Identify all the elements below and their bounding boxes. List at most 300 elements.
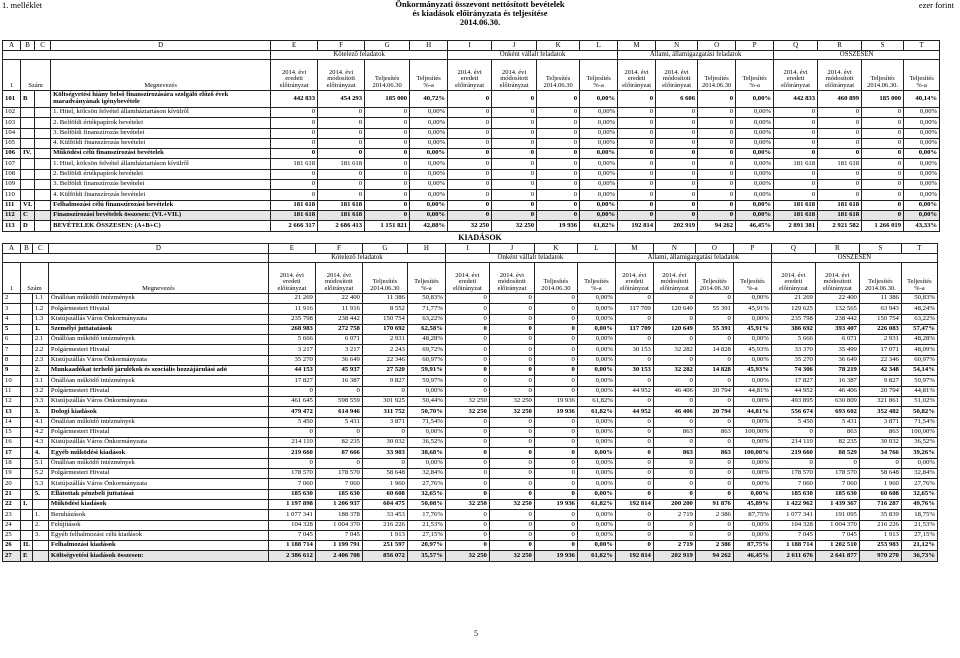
row-value: 0: [653, 520, 695, 530]
row-value: 863: [695, 427, 733, 437]
row-value: 0,00%: [736, 108, 774, 118]
row-value: 57,47%: [901, 324, 937, 334]
row-value: 0,00%: [577, 345, 615, 355]
row-value: 0: [271, 180, 318, 190]
row-value: 0: [489, 479, 534, 489]
row-subcode: 5.1: [32, 458, 48, 468]
row-value: 0: [489, 366, 534, 376]
row-subcode: 4.2: [32, 427, 48, 437]
row-value: 46,45%: [736, 221, 774, 231]
row-value: 0: [656, 118, 698, 128]
row-value: 0: [618, 159, 656, 169]
row-name: Önállóan működő intézmények: [48, 458, 268, 468]
row-value: 0: [271, 128, 318, 138]
row-value: 1 206 937: [315, 499, 362, 509]
row-value: 614 946: [315, 407, 362, 417]
row-value: 16 387: [315, 376, 362, 386]
row-value: 0: [615, 520, 653, 530]
row-number: 11: [3, 386, 21, 396]
row-value: 36 649: [315, 355, 362, 365]
row-value: 11 916: [268, 304, 315, 314]
expense-row: [3, 376, 938, 386]
row-value: 0: [534, 386, 577, 396]
expense-row: [3, 479, 938, 489]
row-value: 0,00%: [577, 366, 615, 376]
row-value: 62,58%: [407, 324, 445, 334]
row-value: 1 151 821: [365, 221, 410, 231]
row-value: 7 045: [815, 530, 859, 540]
row-value: 0,00%: [577, 355, 615, 365]
row-value: 100,00%: [733, 448, 771, 458]
row-value: 0: [862, 180, 904, 190]
row-value: 1 004 370: [315, 520, 362, 530]
row-code: [21, 128, 35, 138]
row-value: 0,00%: [736, 159, 774, 169]
row-value: 0: [615, 355, 653, 365]
row-value: 0: [492, 91, 537, 108]
row-value: 0: [618, 118, 656, 128]
row-value: 55 391: [695, 324, 733, 334]
column-header: 2014. évi módosított előirányzat: [653, 263, 695, 294]
row-value: 0,00%: [733, 417, 771, 427]
row-name: 4. Külföldi finanszírozás bevételei: [51, 190, 271, 200]
row-value: 78 219: [815, 366, 859, 376]
row-value: 192 814: [615, 551, 653, 561]
row-value: 0: [489, 324, 534, 334]
row-value: 0: [656, 200, 698, 210]
row-value: 181 618: [271, 210, 318, 220]
row-value: 27,15%: [407, 530, 445, 540]
row-value: 0: [448, 118, 492, 128]
row-value: 0: [537, 128, 580, 138]
row-value: 0: [695, 520, 733, 530]
row-value: 253 983: [859, 541, 901, 551]
column-header: 2014. évi eredeti előirányzat: [445, 263, 489, 294]
row-value: 9 827: [859, 376, 901, 386]
row-value: 2 719: [653, 541, 695, 551]
row-value: 150 754: [362, 314, 407, 324]
column-letter: E: [268, 244, 315, 254]
row-number: 108: [3, 169, 21, 179]
row-subcode: 1.1: [32, 294, 48, 304]
row-value: 0: [448, 169, 492, 179]
column-header-rownum: 1: [3, 60, 21, 91]
row-value: 60 608: [859, 489, 901, 499]
row-value: 2 666 317: [271, 221, 318, 231]
row-value: 33 903: [362, 448, 407, 458]
column-letter: D: [51, 41, 271, 51]
row-value: 50,83%: [407, 294, 445, 304]
row-value: 0,00%: [733, 520, 771, 530]
row-value: 36 649: [815, 355, 859, 365]
row-value: 0: [537, 149, 580, 159]
row-value: 598 559: [315, 396, 362, 406]
column-letter: N: [656, 41, 698, 51]
income-row: [3, 221, 940, 231]
row-value: 216 226: [362, 520, 407, 530]
row-value: 1 913: [859, 530, 901, 540]
row-code: [21, 345, 33, 355]
row-value: 17,76%: [407, 510, 445, 520]
row-value: 226 083: [859, 324, 901, 334]
row-value: 0,00%: [733, 530, 771, 540]
row-value: 0: [534, 479, 577, 489]
column-header: Teljesítés %-a: [733, 263, 771, 294]
row-value: 30 153: [615, 345, 653, 355]
column-header: 2014. évi eredeti előirányzat: [618, 60, 656, 91]
row-subcode: 5.: [32, 489, 48, 499]
row-value: 0: [448, 190, 492, 200]
row-value: 0: [618, 180, 656, 190]
column-group-row: [3, 51, 940, 60]
row-value: 32,84%: [407, 469, 445, 479]
row-value: 6 606: [656, 91, 698, 108]
column-letter: J: [492, 41, 537, 51]
row-value: 0: [489, 530, 534, 540]
column-letter: K: [537, 41, 580, 51]
row-value: 0,00%: [736, 138, 774, 148]
row-code: [21, 294, 33, 304]
row-value: 104 328: [268, 520, 315, 530]
row-code: [21, 190, 35, 200]
expense-row: [3, 294, 938, 304]
row-value: 36,52%: [901, 438, 937, 448]
row-value: 58 648: [859, 469, 901, 479]
row-name: Személyi juttatatások: [48, 324, 268, 334]
row-subcode: 3.2: [32, 386, 48, 396]
row-value: 5 666: [268, 335, 315, 345]
row-value: 0,00%: [577, 304, 615, 314]
row-value: 0: [445, 510, 489, 520]
row-value: 185 630: [315, 489, 362, 499]
row-value: 251 597: [362, 541, 407, 551]
row-value: 0: [656, 169, 698, 179]
row-value: 87,75%: [733, 541, 771, 551]
row-value: 1 077 341: [268, 510, 315, 520]
row-value: 82 235: [315, 438, 362, 448]
row-value: 1 913: [362, 530, 407, 540]
row-value: 0: [615, 479, 653, 489]
row-code: [21, 469, 33, 479]
row-value: 0: [445, 469, 489, 479]
row-value: 0: [315, 458, 362, 468]
row-value: 0: [489, 458, 534, 468]
row-name: Kistújszállás Város Önkormányzata: [48, 396, 268, 406]
row-value: 0: [653, 314, 695, 324]
row-value: 82 235: [815, 438, 859, 448]
row-value: 214 110: [268, 438, 315, 448]
row-subcode: 2.: [32, 366, 48, 376]
row-value: 7 060: [315, 479, 362, 489]
row-value: 0: [537, 138, 580, 148]
row-value: 556 674: [771, 407, 815, 417]
row-value: 48,28%: [901, 335, 937, 345]
row-value: 219 660: [268, 448, 315, 458]
row-value: 0: [318, 128, 365, 138]
row-value: 32 250: [489, 499, 534, 509]
row-value: 0,00%: [577, 510, 615, 520]
row-value: 40,72%: [410, 91, 448, 108]
row-code: [21, 159, 35, 169]
row-value: 30 153: [615, 366, 653, 376]
row-value: 44 153: [268, 366, 315, 376]
expense-row: [3, 324, 938, 334]
column-letter-row: [3, 244, 938, 254]
row-value: 0,00%: [736, 128, 774, 138]
row-value: 178 570: [268, 469, 315, 479]
row-value: 0: [695, 489, 733, 499]
expense-row: [3, 448, 938, 458]
row-value: 5 450: [268, 417, 315, 427]
row-value: 0: [489, 376, 534, 386]
row-value: 0: [365, 159, 410, 169]
row-value: 32 282: [653, 366, 695, 376]
row-value: 0: [653, 294, 695, 304]
row-value: 35 499: [815, 345, 859, 355]
group-allami: Állami, államigazgatási feladatok: [615, 254, 771, 263]
row-subcode: [35, 138, 51, 148]
row-code: [21, 489, 33, 499]
row-value: 0: [534, 427, 577, 437]
row-value: 202 919: [653, 551, 695, 561]
row-value: 1 422 962: [771, 499, 815, 509]
row-value: 0: [489, 314, 534, 324]
row-value: 0: [698, 138, 736, 148]
row-value: 32 250: [492, 221, 537, 231]
row-value: 0: [271, 169, 318, 179]
row-value: 181 618: [271, 159, 318, 169]
row-value: 0,00%: [736, 200, 774, 210]
row-value: 0: [653, 438, 695, 448]
row-value: 0: [271, 149, 318, 159]
row-number: 17: [3, 448, 21, 458]
row-value: 33 453: [362, 510, 407, 520]
row-value: 238 442: [315, 314, 362, 324]
row-value: 0: [362, 458, 407, 468]
row-value: 120 649: [653, 324, 695, 334]
row-number: 111: [3, 200, 21, 210]
row-code: VI.: [21, 200, 35, 210]
row-value: 44 952: [615, 386, 653, 396]
row-value: 0,00%: [901, 458, 937, 468]
row-code: [21, 138, 35, 148]
row-value: 479 472: [268, 407, 315, 417]
row-value: 6 071: [815, 335, 859, 345]
row-value: 19 936: [534, 551, 577, 561]
row-value: 0: [862, 128, 904, 138]
column-letter: M: [618, 41, 656, 51]
row-value: 32 250: [489, 407, 534, 417]
row-code: [21, 304, 33, 314]
row-value: 0: [653, 469, 695, 479]
expense-row: [3, 345, 938, 355]
row-number: 26: [3, 541, 21, 551]
row-value: 61,82%: [577, 407, 615, 417]
row-number: 27: [3, 551, 21, 561]
row-value: 0: [445, 304, 489, 314]
row-number: 23: [3, 510, 21, 520]
row-value: 21 269: [268, 294, 315, 304]
group-onkent: Önként vállalt feladatok: [445, 254, 615, 263]
row-value: 393 407: [815, 324, 859, 334]
row-subcode: 1.: [32, 324, 48, 334]
row-value: 0,00%: [733, 314, 771, 324]
row-value: 0: [492, 210, 537, 220]
row-value: 94 262: [695, 551, 733, 561]
row-value: 48,09%: [901, 345, 937, 355]
row-value: 0,00%: [733, 335, 771, 345]
row-number: 16: [3, 438, 21, 448]
row-value: 0: [537, 190, 580, 200]
row-number: 15: [3, 427, 21, 437]
row-value: 0: [818, 149, 862, 159]
column-letter: F: [315, 244, 362, 254]
row-subcode: 3.: [32, 530, 48, 540]
row-name: Ellátottak pénzbeli juttatásai: [48, 489, 268, 499]
row-value: 0: [862, 118, 904, 128]
row-number: 113: [3, 221, 21, 231]
row-value: 20,97%: [407, 541, 445, 551]
row-value: 14 828: [695, 366, 733, 376]
row-value: 0: [445, 479, 489, 489]
column-header: Teljesítés 2014.06.30: [695, 263, 733, 294]
row-value: 311 752: [362, 407, 407, 417]
row-value: 0: [445, 335, 489, 345]
row-number: 2: [3, 294, 21, 304]
column-header-megnevezes: Megnevezés: [48, 263, 268, 294]
row-value: 2 611 676: [771, 551, 815, 561]
row-value: 202 919: [656, 221, 698, 231]
row-value: 0,00%: [410, 190, 448, 200]
row-name: Önállóan működő intézmények: [48, 417, 268, 427]
row-value: 0: [365, 118, 410, 128]
row-value: 0: [537, 169, 580, 179]
row-value: 1 077 341: [771, 510, 815, 520]
row-name: Felhalmozási célú finanszírozási bevételek: [51, 200, 271, 210]
row-value: 0: [615, 314, 653, 324]
row-value: 0: [365, 128, 410, 138]
row-value: 0: [492, 190, 537, 200]
row-number: 24: [3, 520, 21, 530]
row-value: 0,00%: [904, 118, 940, 128]
row-value: 0: [365, 138, 410, 148]
row-value: 0,00%: [580, 91, 618, 108]
row-number: 18: [3, 458, 21, 468]
column-letter: Q: [774, 41, 818, 51]
row-value: 0: [534, 458, 577, 468]
row-value: 21,53%: [407, 520, 445, 530]
column-header: 2014. évi módosított előirányzat: [318, 60, 365, 91]
row-value: 185 630: [771, 489, 815, 499]
row-value: 35 270: [268, 355, 315, 365]
row-value: 268 983: [268, 324, 315, 334]
row-value: 0: [653, 530, 695, 540]
row-value: 301 925: [362, 396, 407, 406]
row-value: 0: [365, 190, 410, 200]
column-header-rownum: 1: [3, 263, 21, 294]
row-value: 48,24%: [901, 304, 937, 314]
row-value: 0: [268, 458, 315, 468]
row-value: 185 630: [815, 489, 859, 499]
row-value: 0: [365, 169, 410, 179]
row-value: 0: [698, 180, 736, 190]
row-value: 0: [695, 417, 733, 427]
row-value: 7 045: [268, 530, 315, 540]
row-value: 33 370: [771, 345, 815, 355]
expense-row: [3, 427, 938, 437]
row-value: 0: [318, 138, 365, 148]
row-value: 0: [534, 530, 577, 540]
row-value: 0: [774, 169, 818, 179]
row-value: 219 660: [771, 448, 815, 458]
row-value: 0: [615, 458, 653, 468]
row-value: 0,00%: [736, 169, 774, 179]
row-value: 272 758: [315, 324, 362, 334]
row-value: 0: [615, 530, 653, 540]
row-value: 50,82%: [901, 407, 937, 417]
row-value: 0: [537, 118, 580, 128]
row-value: 0: [862, 108, 904, 118]
row-name: Dologi kiadások: [48, 407, 268, 417]
row-value: 0: [698, 210, 736, 220]
row-value: 35,57%: [407, 551, 445, 561]
row-value: 0: [653, 396, 695, 406]
row-code: [21, 396, 33, 406]
expense-row: [3, 541, 938, 551]
row-value: 0,00%: [580, 210, 618, 220]
row-value: 352 482: [859, 407, 901, 417]
row-name: Működési célú finanszírozási bevételek: [51, 149, 271, 159]
row-value: 55 391: [695, 304, 733, 314]
row-value: 32,65%: [901, 489, 937, 499]
row-value: 0: [774, 108, 818, 118]
row-value: 0: [818, 190, 862, 200]
row-value: 0,00%: [407, 427, 445, 437]
column-letter: M: [615, 244, 653, 254]
row-value: 0: [615, 469, 653, 479]
row-value: 460 899: [818, 91, 862, 108]
row-value: 321 861: [859, 396, 901, 406]
row-number: 106: [3, 149, 21, 159]
row-value: 60 608: [362, 489, 407, 499]
row-value: 0: [818, 128, 862, 138]
column-header-szam: Szám: [21, 263, 49, 294]
row-number: 5: [3, 324, 21, 334]
row-value: 21,53%: [901, 520, 937, 530]
row-value: 36,52%: [407, 438, 445, 448]
row-value: 0: [534, 489, 577, 499]
row-value: 0,00%: [733, 355, 771, 365]
row-value: 63,22%: [901, 314, 937, 324]
expense-row: [3, 366, 938, 376]
row-value: 44 952: [615, 407, 653, 417]
row-value: 0: [489, 294, 534, 304]
row-code: [21, 448, 33, 458]
row-value: 0: [859, 458, 901, 468]
row-value: 0: [534, 541, 577, 551]
row-value: 59,97%: [901, 376, 937, 386]
row-value: 0: [489, 417, 534, 427]
row-value: 0: [492, 108, 537, 118]
group-allami: Állami, államigazgatási feladatok: [618, 51, 774, 60]
row-value: 0: [445, 386, 489, 396]
row-value: 0: [698, 118, 736, 128]
column-letter: S: [862, 41, 904, 51]
row-value: 7 045: [315, 530, 362, 540]
row-value: 0: [615, 417, 653, 427]
row-value: 0: [489, 335, 534, 345]
row-value: 0: [862, 210, 904, 220]
